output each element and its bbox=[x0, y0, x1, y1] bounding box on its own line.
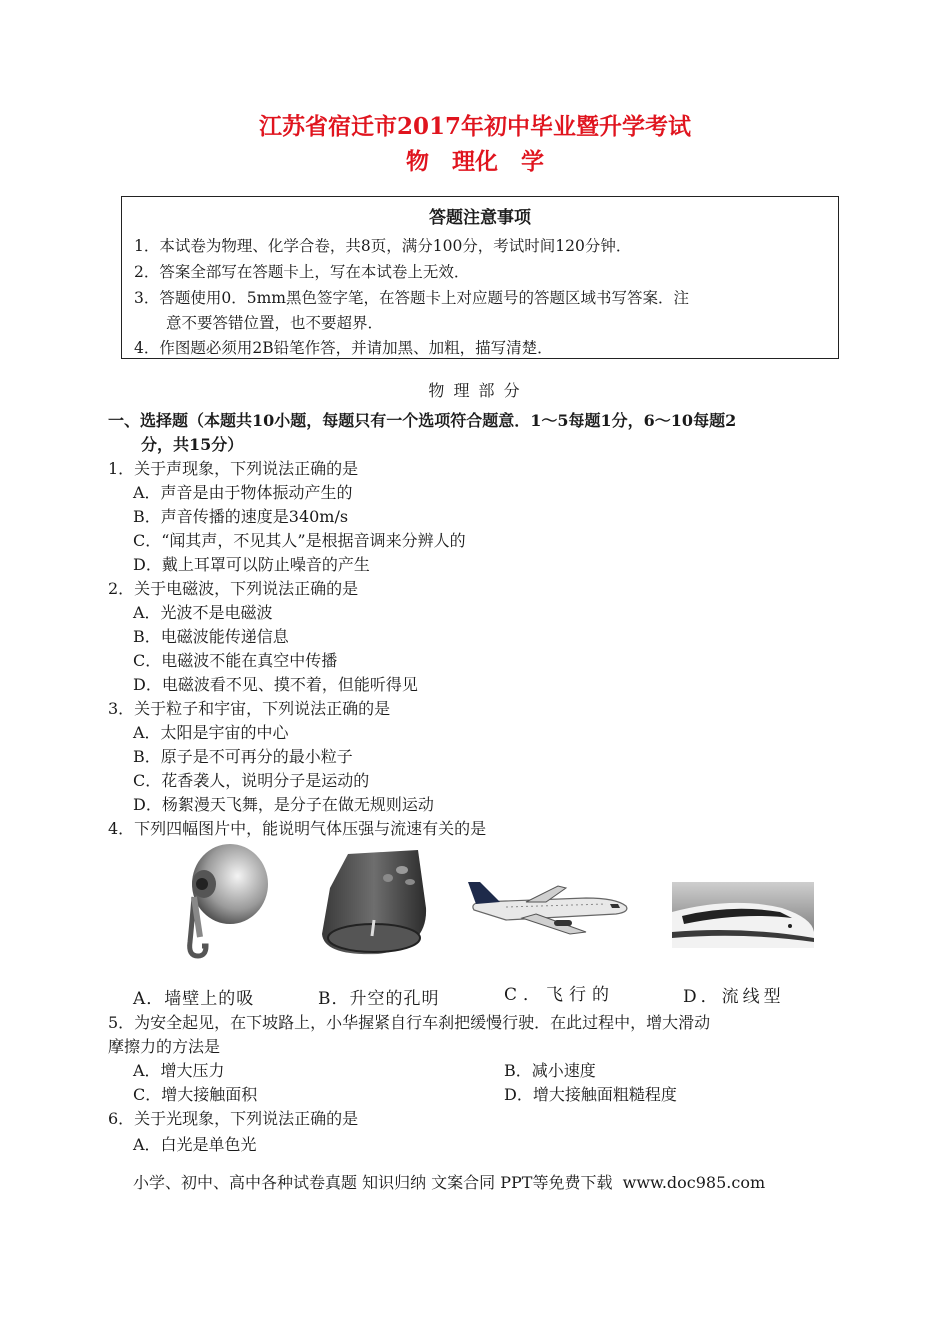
option: A．声音是由于物体振动产生的 bbox=[133, 483, 353, 502]
option: C．增大接触面积 bbox=[133, 1085, 258, 1104]
question-stem: 2．关于电磁波，下列说法正确的是 bbox=[108, 579, 359, 598]
option: A．光波不是电磁波 bbox=[133, 603, 273, 622]
option: D．杨絮漫天飞舞，是分子在做无规则运动 bbox=[133, 795, 434, 814]
exam-title: 江苏省宿迁市2017年初中毕业暨升学考试 bbox=[258, 113, 691, 140]
picture-label-c: C．飞行的 bbox=[504, 985, 616, 1005]
suction-cup-image bbox=[172, 842, 272, 960]
option: C．“闻其声，不见其人”是根据音调来分辨人的 bbox=[133, 531, 466, 550]
bullet-train-image bbox=[672, 882, 814, 948]
notice-title: 答题注意事项 bbox=[429, 208, 531, 228]
footer-text bbox=[133, 1170, 765, 1193]
option: D．增大接触面粗糙程度 bbox=[504, 1085, 677, 1104]
notice-item: 2．答案全部写在答题卡上，写在本试卷上无效． bbox=[134, 263, 470, 281]
option: B．原子是不可再分的最小粒子 bbox=[133, 747, 353, 766]
section-heading: 一、选择题（本题共10小题，每题只有一个选项符合题意．1～5每题1分，6～10每题2 bbox=[108, 411, 737, 430]
picture-label-a: A．墙壁上的吸 bbox=[133, 989, 255, 1009]
notice-item: 1．本试卷为物理、化学合卷，共8页，满分100分，考试时间120分钟． bbox=[134, 237, 632, 255]
option: B．声音传播的速度是340m/s bbox=[133, 507, 349, 526]
option: C．电磁波不能在真空中传播 bbox=[133, 651, 338, 670]
sky-lantern-image bbox=[318, 848, 430, 960]
option: C．花香袭人，说明分子是运动的 bbox=[133, 771, 370, 790]
exam-subject: 物 理化 学 bbox=[406, 148, 544, 175]
section-title: 物 理 部 分 bbox=[428, 381, 522, 400]
option: D．戴上耳罩可以防止噪音的产生 bbox=[133, 555, 370, 574]
question-stem: 1．关于声现象，下列说法正确的是 bbox=[108, 459, 359, 478]
option: D．电磁波看不见、摸不着，但能听得见 bbox=[133, 675, 418, 694]
notice-item: 意不要答错位置，也不要超界． bbox=[166, 314, 384, 332]
question-stem: 5．为安全起见，在下坡路上，小华握紧自行车刹把缓慢行驶．在此过程中，增大滑动 bbox=[108, 1013, 711, 1032]
question-stem: 3．关于粒子和宇宙，下列说法正确的是 bbox=[108, 699, 391, 718]
question-stem: 4．下列四幅图片中，能说明气体压强与流速有关的是 bbox=[108, 819, 487, 838]
notice-item: 3．答题使用0．5mm黑色签字笔，在答题卡上对应题号的答题区域书写答案．注 bbox=[134, 289, 689, 307]
picture-label-d: D．流线型 bbox=[683, 987, 785, 1007]
question-stem-cont: 摩擦力的方法是 bbox=[108, 1037, 221, 1056]
option: A．增大压力 bbox=[133, 1061, 225, 1080]
option: B．电磁波能传递信息 bbox=[133, 627, 289, 646]
option: B．减小速度 bbox=[504, 1061, 596, 1080]
footer-link[interactable]: www.doc985.com bbox=[622, 1173, 766, 1192]
notice-item: 4．作图题必须用2B铅笔作答，并请加黑、加粗，描写清楚． bbox=[134, 339, 553, 357]
picture-label-b: B．升空的孔明 bbox=[318, 989, 440, 1009]
option: A．白光是单色光 bbox=[133, 1135, 257, 1154]
footer-description: 小学、初中、高中各种试卷真题 知识归纳 文案合同 PPT等免费下载 bbox=[133, 1173, 613, 1192]
notice-box bbox=[121, 196, 839, 359]
question-stem: 6．关于光现象，下列说法正确的是 bbox=[108, 1109, 359, 1128]
section-heading-cont: 分，共15分） bbox=[141, 435, 244, 454]
airplane-image bbox=[466, 876, 632, 940]
option: A．太阳是宇宙的中心 bbox=[133, 723, 289, 742]
